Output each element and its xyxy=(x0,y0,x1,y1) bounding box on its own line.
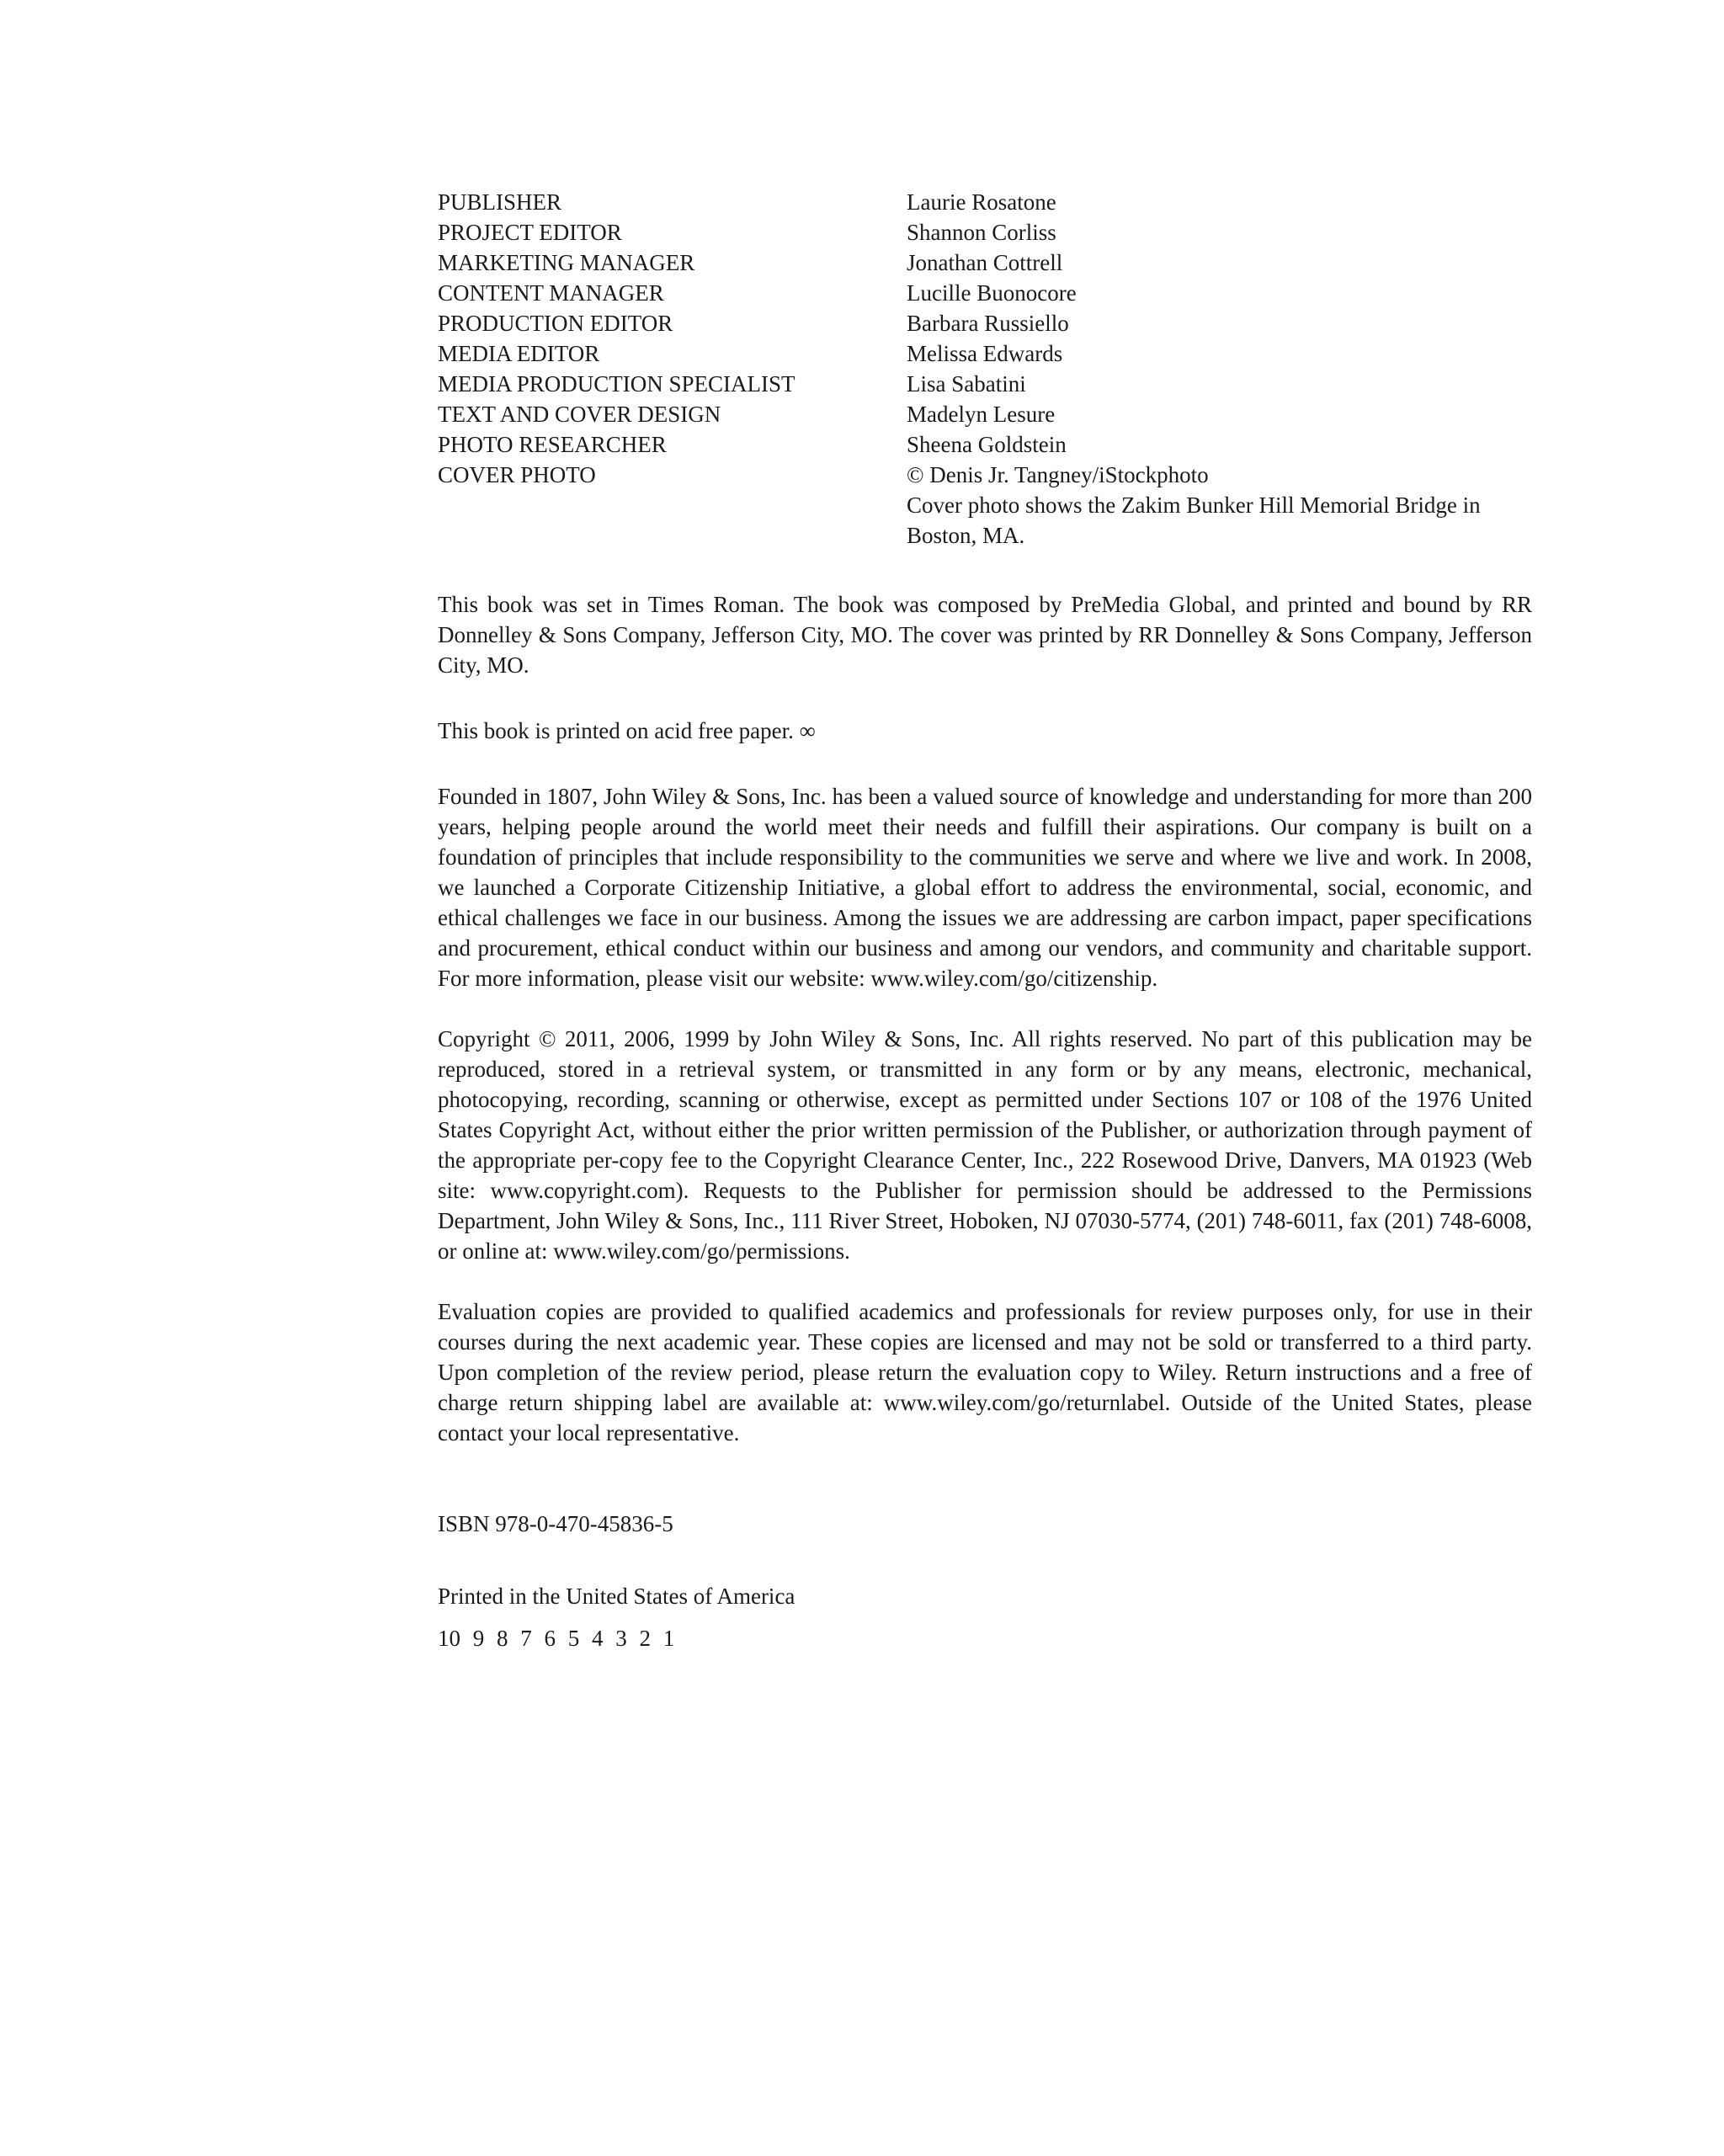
credit-name: Madelyn Lesure xyxy=(907,402,1056,427)
copyright-paragraph: Copyright © 2011, 2006, 1999 by John Wiley & Sons, Inc. All rights reserved. No part of this publication may be reproduced, stored in a retrieval system, or transmitted in any form or by any means, electronic, mechanical, photocopying, recording, scanning or otherwise, except as permitted under Sections 107 or 108 of the 1976 United States Copyright Act, without either the prior written permission of the Publisher, or authorization through payment of the appropriate per-copy fee to the Copyright Clearance Center, Inc., 222 Rosewood Drive, Danvers, MA 01923 (Web site: www.copyright.com). Requests to the Publisher for permission should be addressed to the Permissions Department, John Wiley & Sons, Inc., 111 River Street, Hoboken, NJ 07030-5774, (201) 748-6011, fax (201) 748-6008, or online at: www.wiley.com/go/permissions. xyxy=(438,1026,1532,1264)
corporate-citizenship-paragraph: Founded in 1807, John Wiley & Sons, Inc. has been a valued source of knowledge and understanding for more than 200 years, helping people around the world meet their needs and fulfill their aspirations. Our company is built on a foundation of principles that include responsibility to the communities we serve and where we live and work. In 2008, we launched a Corporate Citizenship Initiative, a global effort to address the environmental, social, economic, and ethical challenges we face in our business. Among the issues we are addressing are carbon impact, paper specifications and procurement, ethical conduct within our business and among our vendors, and community and charitable support. For more information, please visit our website: www.wiley.com/go/citizenship. xyxy=(438,784,1532,991)
credit-role: PRODUCTION EDITOR xyxy=(438,311,673,336)
credit-name: Sheena Goldstein xyxy=(907,432,1067,457)
cover-photo-note: Cover photo shows the Zakim Bunker Hill Memorial Bridge in Boston, MA. xyxy=(907,492,1481,548)
credit-role: PHOTO RESEARCHER xyxy=(438,432,667,457)
credit-name: Jonathan Cottrell xyxy=(907,250,1063,275)
credit-role: PUBLISHER xyxy=(438,189,562,215)
copyright-page xyxy=(438,187,1532,1653)
acid-free-paper-note: This book is printed on acid free paper. ∞ xyxy=(438,718,816,743)
evaluation-copies-paragraph: Evaluation copies are provided to qualified academics and professionals for review purposes only, for use in their courses during the next academic year. These copies are licensed and may not be sold or transferred to a third party. Upon completion of the review period, please return the evaluation copy to Wiley. Return instructions and a free of charge return shipping label are available at: www.wiley.com/go/returnlabel. Outside of the United States, please contact your local representative. xyxy=(438,1299,1532,1445)
credit-name: Lisa Sabatini xyxy=(907,371,1026,397)
credit-role: MARKETING MANAGER xyxy=(438,250,695,275)
credit-role: TEXT AND COVER DESIGN xyxy=(438,402,721,427)
credit-name: Melissa Edwards xyxy=(907,341,1063,366)
printed-in-note: Printed in the United States of America xyxy=(438,1584,795,1609)
credit-name: Barbara Russiello xyxy=(907,311,1069,336)
credit-role: MEDIA PRODUCTION SPECIALIST xyxy=(438,371,795,397)
credit-name: Laurie Rosatone xyxy=(907,189,1056,215)
credit-name: Lucille Buonocore xyxy=(907,280,1077,306)
credits-list xyxy=(438,187,1532,551)
credit-role: COVER PHOTO xyxy=(438,462,596,487)
credit-name: Shannon Corliss xyxy=(907,220,1056,245)
credit-role: MEDIA EDITOR xyxy=(438,341,600,366)
credit-role: CONTENT MANAGER xyxy=(438,280,664,306)
credit-role: PROJECT EDITOR xyxy=(438,220,622,245)
printing-number-line: 10 9 8 7 6 5 4 3 2 1 xyxy=(438,1626,675,1651)
typesetting-paragraph: This book was set in Times Roman. The book was composed by PreMedia Global, and printed and bound by RR Donnelley & Sons Company, Jefferson City, MO. The cover was printed by RR Donnelley & Sons Company, Jefferson City, MO. xyxy=(438,592,1532,678)
credit-name: © Denis Jr. Tangney/iStockphoto xyxy=(907,462,1209,487)
isbn: ISBN 978-0-470-45836-5 xyxy=(438,1511,673,1536)
